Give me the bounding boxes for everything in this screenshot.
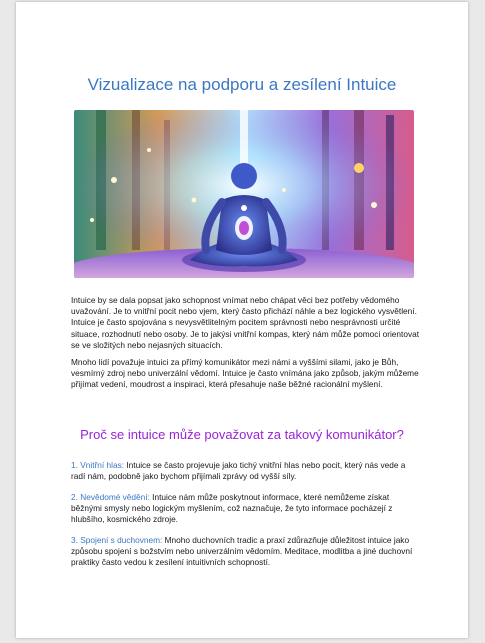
document-page — [16, 2, 468, 638]
meditation-illustration — [74, 110, 414, 278]
section-heading: Proč se intuice může považovat za takový komunikátor? — [80, 427, 404, 442]
list-item-1 — [71, 460, 421, 482]
list-item-label: 1. Vnitřní hlas: — [71, 460, 125, 470]
list-item-text: Intuice nám může poskytnout informace, které nemůžeme získat běžnými smysly nebo logickým myšlením, což naznačuje, že tyto informace pocházejí z hlubšího, kosmického zdroje. — [71, 492, 393, 525]
list-item-3 — [71, 535, 421, 569]
page-title: Vizualizace na podporu a zesílení Intuice — [87, 75, 397, 94]
list-item-text: Mnoho duchovních tradic a praxí zdůrazňuje důležitost intuice jako způsobu spojení s božstvím nebo univerzálním vědomím. Meditace, modlitba a jiné duchovní praktiky často vedou k zesílení intuitivních schopností. — [71, 535, 413, 568]
intro-paragraph-1: Intuice by se dala popsat jako schopnost vnímat nebo chápat věci bez potřeby vědomého uvažování. Je to vnitřní pocit nebo vjem, který často přichází náhle a bez logického vysvětlení. Intuice je často spojována s nevysvětlitelným pocitem správnosti nebo nesprávnosti určité situace, rozhodnutí nebo osoby. Je to jakýsi vnitřní kompas, který nám může pomoci orientovat se ve složitých nebo nejasných situacích. — [71, 295, 420, 350]
list-item-label: 3. Spojení s duchovnem: — [71, 535, 163, 545]
list-item-label: 2. Nevědomé vědění: — [71, 492, 150, 502]
list-item-2 — [71, 492, 421, 526]
list-item-text: Intuice se často projevuje jako tichý vnitřní hlas nebo pocit, který nás vede a radí nám, podobně jako bychom přijímali zprávy od vyšší síly. — [71, 460, 406, 482]
intro-paragraph-2: Mnoho lidí považuje intuici za přímý komunikátor mezi námi a vyššími silami, jako je Bůh, vesmírný zdroj nebo univerzální vědomí. Intuice je často vnímána jako způsob, jakým můžeme přijímat vedení, moudrost a inspiraci, která přesahuje naše běžné racionální myšlení. — [71, 357, 419, 390]
